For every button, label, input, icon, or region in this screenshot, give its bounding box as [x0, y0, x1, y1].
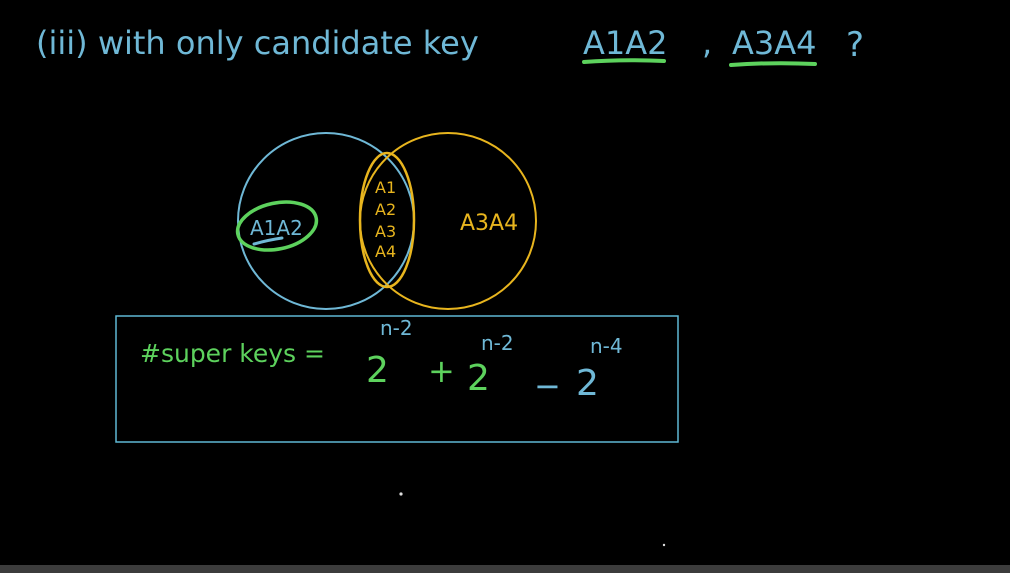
- bottom-bar: [0, 565, 1010, 573]
- intersection-item-3: A3: [375, 222, 397, 241]
- venn-intersection-outline: [360, 153, 414, 287]
- formula-term3-exp: n-4: [590, 334, 623, 358]
- title-key2-underline: [731, 63, 815, 65]
- title-key1-underline: [584, 60, 664, 62]
- intersection-item-2: A2: [375, 200, 397, 219]
- title-prefix: (iii) with only candidate key: [36, 24, 479, 62]
- formula-lhs: #super keys =: [140, 339, 325, 368]
- venn-right-label: A3A4: [460, 211, 519, 236]
- formula-term2-base: 2: [467, 358, 490, 399]
- formula-term3-base: 2: [576, 363, 599, 404]
- formula-minus: −: [534, 367, 561, 405]
- title-separator: ,: [702, 24, 713, 62]
- title-key2: A3A4: [732, 24, 817, 62]
- venn-diagram: [233, 133, 536, 309]
- title-key1: A1A2: [583, 24, 668, 62]
- title: [36, 24, 864, 65]
- title-question-mark: ?: [846, 25, 865, 65]
- formula-term1-base: 2: [366, 350, 389, 391]
- formula-term2-exp: n-2: [481, 331, 514, 355]
- intersection-item-4: A4: [375, 242, 397, 261]
- stray-dot-1: [399, 492, 402, 495]
- formula-plus: +: [428, 352, 455, 390]
- stray-dot-2: [663, 544, 665, 546]
- venn-left-label: A1A2: [250, 216, 303, 240]
- formula-box: [116, 316, 678, 442]
- intersection-item-1: A1: [375, 178, 397, 197]
- formula-term1-exp: n-2: [380, 316, 413, 340]
